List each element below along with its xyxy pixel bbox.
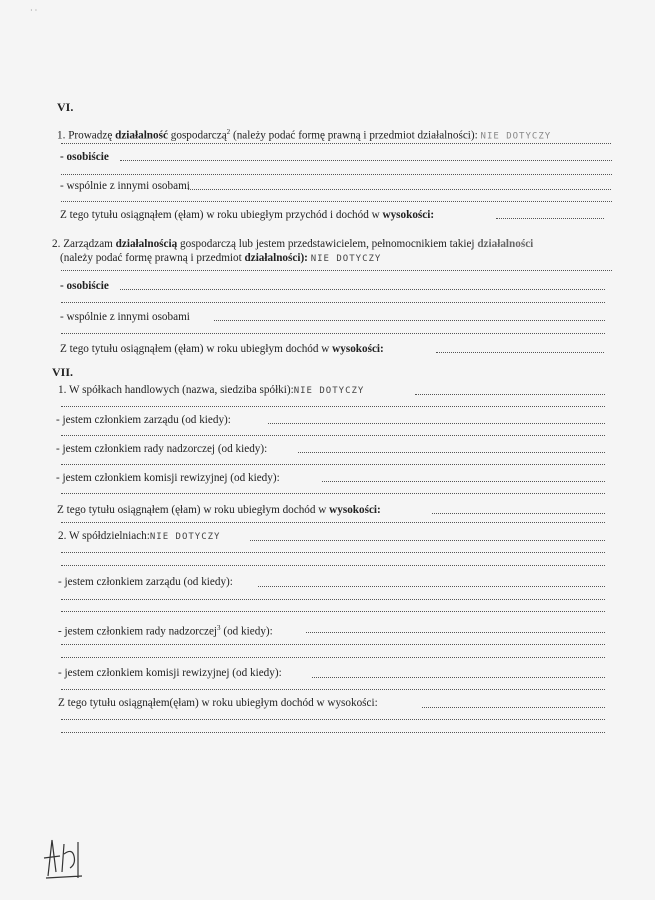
vii-item2-intro: 2. W spółdzielniach:NIE DOTYCZY: [58, 530, 221, 542]
vii-item2-fill-line-2[interactable]: [61, 563, 605, 566]
vii-item2-income-fill[interactable]: [422, 705, 605, 708]
vii-item1-income-fill[interactable]: [432, 511, 605, 514]
vi-item2-personal-fill[interactable]: [120, 287, 605, 290]
vii-item1-audit-fill-2[interactable]: [61, 491, 605, 494]
vii-item2-audit-fill[interactable]: [312, 675, 605, 678]
vi-item1-answer[interactable]: NIE DOTYCZY: [480, 131, 552, 142]
vi-item1-joint-row: - wspólnie z innymi osobami: [60, 180, 190, 192]
vii-item2-income-fill-2[interactable]: [61, 717, 605, 720]
vi-item2-personal-fill-2[interactable]: [61, 300, 605, 303]
vii-item1-income-row: Z tego tytułu osiągnąłem (ęłam) w roku ubiegłym dochód w wysokości:: [57, 504, 381, 516]
vi-item2-personal-row: - osobiście: [60, 280, 109, 292]
vi-item2-fill-line[interactable]: [61, 268, 612, 271]
vi-item1-intro: 1. Prowadzę działalność gospodarczą$^2$ (należy podać formę prawną i przedmiot działalności): NIE DOTYCZY: [57, 128, 552, 142]
vii-item2-supervisory-fill[interactable]: [306, 630, 605, 633]
vii-item2-intro-fill[interactable]: [250, 538, 605, 541]
vi-item1-personal-fill-2[interactable]: [61, 172, 612, 175]
handwritten-initials: [38, 832, 88, 882]
vii-item2-board-fill-2[interactable]: [61, 597, 605, 600]
vii-item2-board-row: - jestem członkiem zarządu (od kiedy):: [58, 576, 233, 588]
vii-item2-supervisory-row: - jestem członkiem rady nadzorczej$^3$ (od kiedy):: [58, 624, 273, 638]
vi-item2-income-row: Z tego tytułu osiągnąłem (ęłam) w roku ubiegłym dochód w wysokości:: [60, 343, 384, 355]
vii-item1-board-fill-2[interactable]: [61, 433, 605, 436]
section-vi-heading: VI.: [57, 101, 74, 114]
vii-item2-income-row: Z tego tytułu osiągnąłem(ęłam) w roku ubiegłym dochód w wysokości:: [58, 697, 378, 709]
section-vii-heading: VII.: [52, 366, 74, 379]
vii-item1-supervisory-row: - jestem członkiem rady nadzorczej (od kiedy):: [56, 443, 268, 455]
vii-item1-board-row: - jestem członkiem zarządu (od kiedy):: [56, 414, 231, 426]
vii-item2-audit-row: - jestem członkiem komisji rewizyjnej (od kiedy):: [58, 667, 282, 679]
vi-item1-joint-fill-2[interactable]: [61, 199, 612, 202]
vi-item1-income-row: Z tego tytułu osiągnąłem (ęłam) w roku ubiegłym przychód i dochód w wysokości:: [60, 209, 435, 221]
vi-item2-line2: (należy podać formę prawną i przedmiot działalności): NIE DOTYCZY: [60, 252, 382, 264]
vii-item1-intro-fill[interactable]: [415, 392, 605, 395]
vii-item1-income-fill-2[interactable]: [61, 520, 605, 523]
vii-item2-income-fill-3[interactable]: [61, 730, 605, 733]
vi-item2-answer[interactable]: NIE DOTYCZY: [310, 254, 382, 264]
vii-item2-board-fill-3[interactable]: [61, 609, 605, 612]
vii-item2-audit-fill-2[interactable]: [61, 687, 605, 690]
vii-item2-fill-line[interactable]: [61, 550, 605, 553]
vii-item2-supervisory-fill-3[interactable]: [61, 655, 605, 658]
vi-item1-joint-fill[interactable]: [188, 187, 611, 190]
scan-speck: · ·: [30, 6, 38, 15]
vi-item2-joint-row: - wspólnie z innymi osobami: [60, 311, 190, 323]
vi-item2-joint-fill-2[interactable]: [61, 331, 605, 334]
vii-item1-fill-line[interactable]: [61, 404, 605, 407]
vi-item1-personal-fill[interactable]: [120, 158, 612, 161]
vii-item2-answer[interactable]: NIE DOTYCZY: [149, 532, 221, 542]
vii-item1-supervisory-fill-2[interactable]: [61, 462, 605, 465]
vii-item1-audit-row: - jestem członkiem komisji rewizyjnej (od kiedy):: [56, 472, 280, 484]
vii-item1-answer[interactable]: NIE DOTYCZY: [293, 386, 365, 396]
vi-item2-intro: 2. Zarządzam działalnością gospodarczą lub jestem przedstawicielem, pełnomocnikiem takiej działalności: [52, 238, 534, 250]
vi-item1-personal-row: - osobiście: [60, 151, 109, 163]
vi-item2-joint-fill[interactable]: [214, 318, 605, 321]
vii-item1-intro: 1. W spółkach handlowych (nazwa, siedziba spółki):NIE DOTYCZY: [58, 384, 365, 396]
vii-item2-supervisory-fill-2[interactable]: [61, 642, 605, 645]
vii-item1-board-fill[interactable]: [268, 421, 605, 424]
vii-item2-board-fill[interactable]: [258, 584, 605, 587]
vii-item1-audit-fill[interactable]: [322, 479, 605, 482]
vi-item1-fill-line[interactable]: [61, 141, 611, 144]
vi-item2-income-fill[interactable]: [436, 350, 604, 353]
vi-item1-income-fill[interactable]: [496, 216, 604, 219]
vii-item1-supervisory-fill[interactable]: [298, 450, 605, 453]
